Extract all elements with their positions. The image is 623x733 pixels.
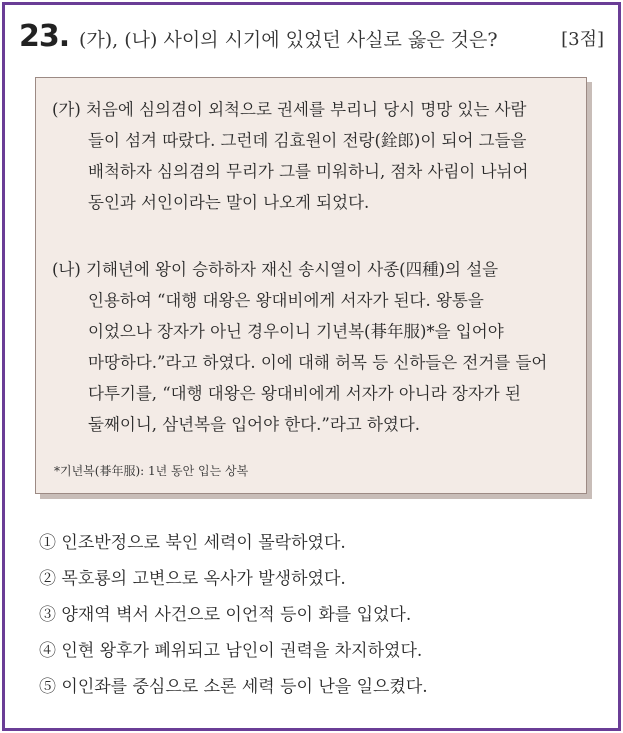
choice-1[interactable]: ① 인조반정으로 북인 세력이 몰락하였다.	[39, 533, 346, 553]
choice-3[interactable]: ③ 양재역 벽서 사건으로 이언적 등이 화를 입었다.	[39, 605, 412, 625]
passage-line: (나) 기해년에 왕이 승하하자 재신 송시열이 사종(四種)의 설을	[52, 260, 499, 279]
choice-5[interactable]: ⑤ 이인좌를 중심으로 소론 세력 등이 난을 일으켰다.	[39, 677, 428, 697]
passage-line: (가) 처음에 심의겸이 외척으로 권세를 부리니 당시 명망 있는 사람	[52, 100, 527, 119]
passage-line: 인용하여 “대행 대왕은 왕대비에게 서자가 된다. 왕통을	[88, 291, 484, 310]
passage-line: 마땅하다.”라고 하였다. 이에 대해 허목 등 신하들은 전거를 들어	[88, 353, 548, 372]
passage-line: 배척하자 심의겸의 무리가 그를 미워하니, 점차 사림이 나뉘어	[88, 162, 529, 181]
question-text: (가), (나) 사이의 시기에 있었던 사실로 옳은 것은?	[79, 29, 498, 51]
passage-line: 둘째이니, 삼년복을 입어야 한다.”라고 하였다.	[88, 415, 421, 434]
passage-line: 들이 섬겨 따랐다. 그런데 김효원이 전랑(銓郎)이 되어 그들을	[88, 131, 527, 150]
passage-na	[52, 254, 572, 440]
question-points: [3점]	[561, 29, 604, 50]
passage-box	[35, 77, 587, 494]
choice-2[interactable]: ② 목호룡의 고변으로 옥사가 발생하였다.	[39, 569, 346, 589]
question-number: 23.	[19, 19, 70, 54]
passage-footnote: *기년복(朞年服): 1년 동안 입는 상복	[54, 464, 249, 478]
question-frame	[2, 2, 621, 731]
passage-line: 동인과 서인이라는 말이 나오게 되었다.	[88, 193, 370, 212]
passage-line: 다투기를, “대행 대왕은 왕대비에게 서자가 아니라 장자가 된	[88, 384, 521, 403]
choice-4[interactable]: ④ 인현 왕후가 폐위되고 남인이 권력을 차지하였다.	[39, 641, 423, 661]
answer-choices	[39, 525, 599, 705]
question-header	[19, 19, 604, 57]
passage-ga	[52, 94, 572, 218]
passage-line: 이었으나 장자가 아닌 경우이니 기년복(朞年服)*을 입어야	[88, 322, 504, 341]
